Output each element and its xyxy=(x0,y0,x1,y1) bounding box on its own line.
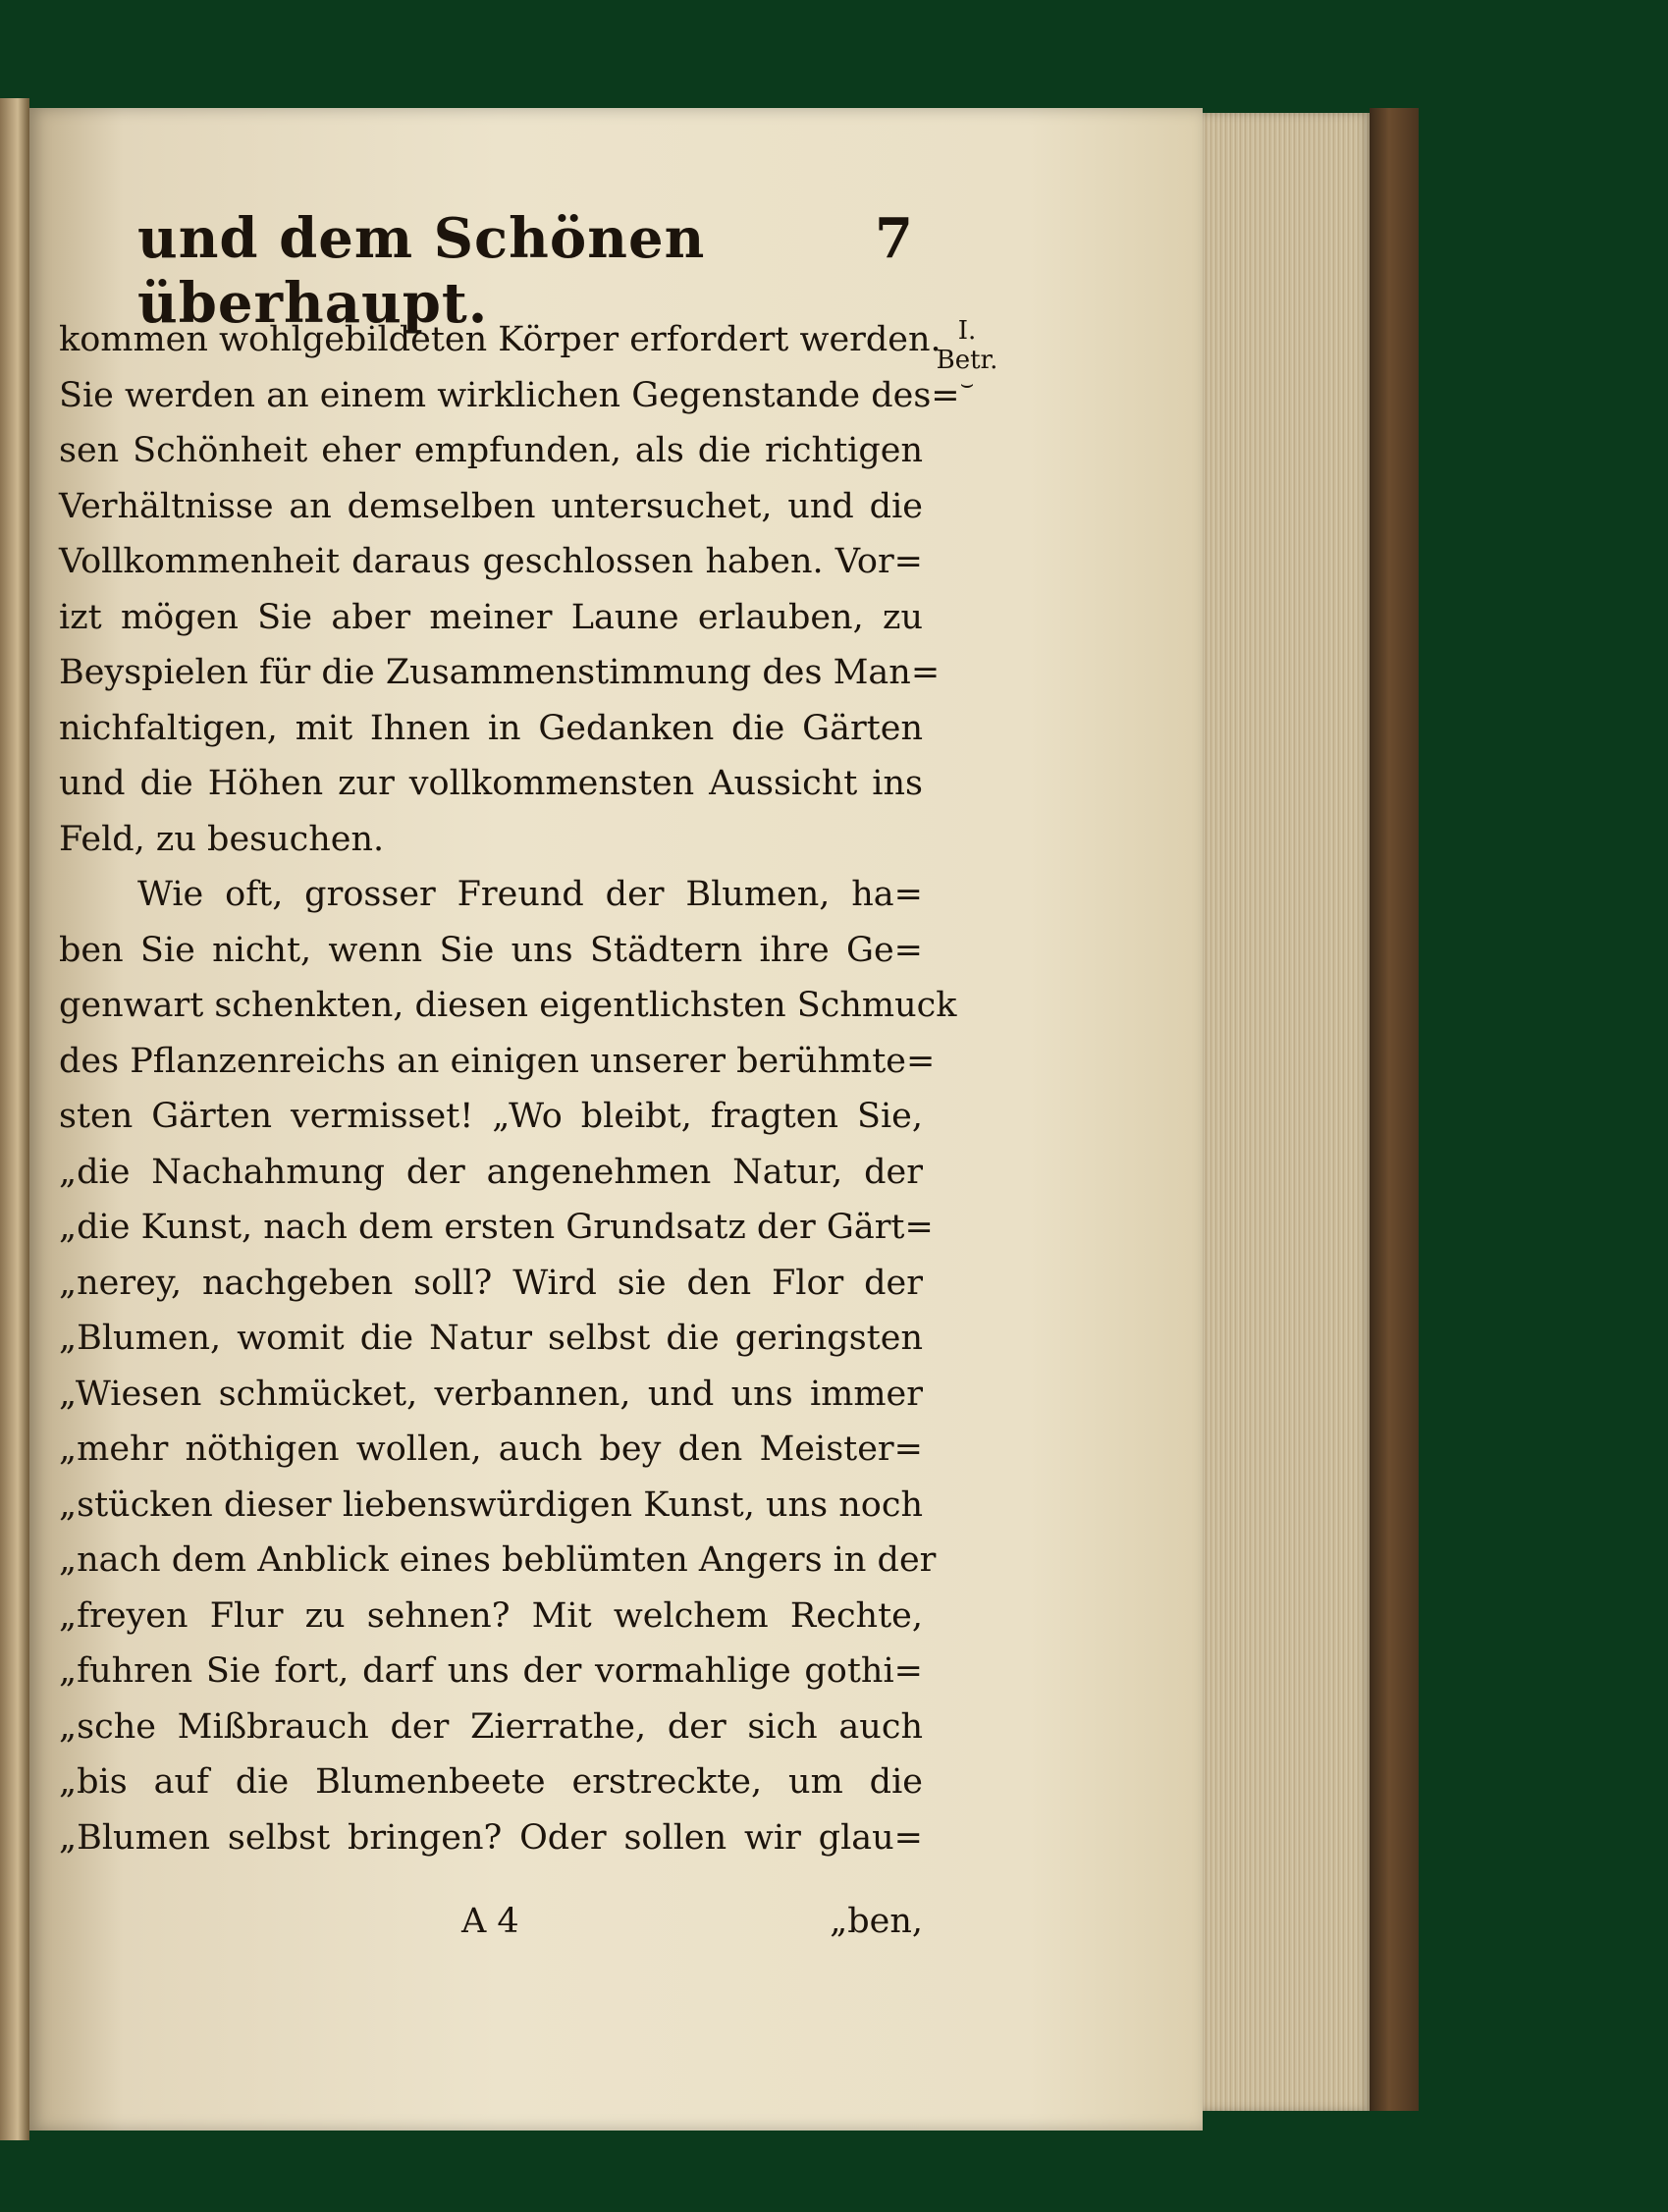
text-line: nichfaltigen, mit Ihnen in Gedanken die Gärten xyxy=(59,708,923,748)
text-line: „freyen Flur zu sehnen? Mit welchem Rechte, xyxy=(59,1595,923,1636)
text-line: „fuhren Sie fort, darf uns der vormahlige gothi= xyxy=(59,1651,923,1691)
running-title: und dem Schönen überhaupt. xyxy=(137,206,706,336)
text-line: Verhältnisse an demselben untersuchet, und die xyxy=(59,486,923,526)
text-line: izt mögen Sie aber meiner Laune erlauben, zu xyxy=(59,597,923,637)
text-line: des Pflanzenreichs an einigen unserer berühmte= xyxy=(59,1041,936,1081)
signature-mark: A 4 xyxy=(461,1902,519,1941)
text-line: sten Gärten vermisset! „Wo bleibt, fragten Sie, xyxy=(59,1097,923,1136)
text-line: genwart schenkten, diesen eigentlichsten Schmuck xyxy=(59,986,957,1025)
margin-brace-icon: ⌣ xyxy=(959,372,975,397)
text-line: Vollkommenheit daraus geschlossen haben. Vor= xyxy=(59,542,923,581)
text-line: und die Höhen zur vollkommensten Aussicht ins xyxy=(59,764,923,803)
text-line: „nerey, nachgeben soll? Wird sie den Flor der xyxy=(59,1263,923,1303)
margin-note-label: Betr. xyxy=(936,346,998,375)
text-line: Wie oft, grosser Freund der Blumen, ha= xyxy=(137,875,923,914)
text-line: „nach dem Anblick eines beblümten Angers in der xyxy=(59,1540,937,1580)
body-text xyxy=(59,312,960,1865)
text-line: „Blumen selbst bringen? Oder sollen wir glau= xyxy=(59,1817,923,1858)
page-stack-edge xyxy=(1203,113,1370,2111)
book-cover-edge xyxy=(1370,108,1419,2111)
text-line: „die Nachahmung der angenehmen Natur, der xyxy=(59,1152,923,1192)
text-line: „stücken dieser liebenswürdigen Kunst, uns noch xyxy=(59,1484,923,1525)
text-line: Beyspielen für die Zusammenstimmung des Man= xyxy=(59,653,941,692)
text-line: „Wiesen schmücket, verbannen, und uns immer xyxy=(59,1374,923,1414)
left-page-edge xyxy=(0,98,29,2140)
text-line: „mehr nöthigen wollen, auch bey den Meister= xyxy=(59,1430,923,1469)
running-header xyxy=(137,196,923,336)
text-line: „bis auf die Blumenbeete erstreckte, um die xyxy=(59,1762,923,1802)
margin-note-number: I. xyxy=(957,316,977,346)
text-line: „die Kunst, nach dem ersten Grundsatz der Gärt= xyxy=(59,1208,934,1247)
text-line: Sie werden an einem wirklichen Gegenstande des= xyxy=(59,375,960,415)
text-line: „sche Mißbrauch der Zierrathe, der sich auch xyxy=(59,1706,923,1747)
catchword: „ben, xyxy=(830,1902,923,1941)
text-line: ben Sie nicht, wenn Sie uns Städtern ihre Ge= xyxy=(59,930,923,970)
text-line: Feld, zu besuchen. xyxy=(59,819,385,859)
page-number: 7 xyxy=(875,206,913,271)
text-line: kommen wohlgebildeten Körper erfordert werden. xyxy=(59,320,942,359)
page-footer xyxy=(59,1902,923,1957)
text-line: „Blumen, womit die Natur selbst die geringsten xyxy=(59,1319,923,1358)
text-line: sen Schönheit eher empfunden, als die richtigen xyxy=(59,431,923,470)
